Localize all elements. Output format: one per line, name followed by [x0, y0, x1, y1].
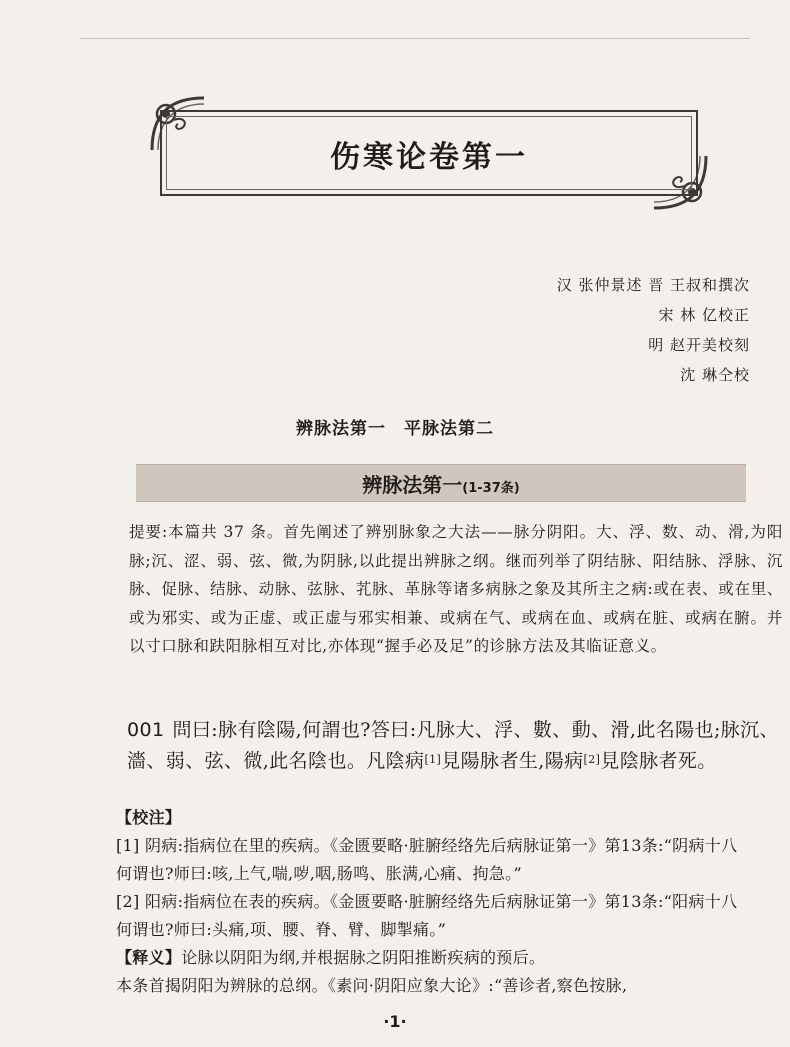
shiyi-line: [98, 944, 752, 972]
summary-paragraph: [98, 518, 783, 661]
page-number: ·1·: [383, 1012, 407, 1031]
section-range: (1-37条): [462, 481, 520, 496]
article-001: [96, 715, 787, 777]
footnote-ref-2[interactable]: [2]: [583, 753, 601, 766]
article-text: 問曰:脉有陰陽,何謂也?答曰:凡脉大、浮、數、動、滑,此名陽也;脉沉、濇、弱、弦、微,此名陰也。凡陰病: [127, 719, 779, 772]
chapter-title-frame: [150, 96, 708, 210]
note-1: [98, 832, 752, 888]
footnote-ref-1[interactable]: [1]: [424, 753, 442, 766]
notes-block: [98, 804, 752, 1000]
article-text: 見陰脉者死。: [600, 750, 717, 772]
shiyi-label: 【释义】: [116, 948, 182, 967]
chapter-title: 伤寒论卷第一: [330, 140, 528, 175]
section-heading: [136, 469, 746, 498]
article-number: 001: [127, 719, 165, 741]
summary-text: 本篇共 37 条。首先阐述了辨别脉象之大法——脉分阴阳。大、浮、数、动、滑,为阳脉;沉、涩、弱、弦、微,为阴脉,以此提出辨脉之纲。继而列举了阴结脉、阳结脉、浮脉、沉脉、促脉、结脉、动脉、弦脉、芤脉、革脉等诸多病脉之象及其所主之病:或在表、或在里、或为邪实、或为正虚、或正虚与邪实相兼、或病在气、或病在血、或病在脏、或病在腑。并以寸口脉和趺阳脉相互对比,亦体现“握手必及足”的诊脉方法及其临证意义。: [129, 523, 783, 656]
author-line: 宋 林 亿校正: [658, 306, 750, 324]
note-text: 阴病:指病位在里的疾病。《金匮要略·脏腑经络先后病脉证第一》第13条:“阴病十八何谓也?师曰:咳,上气,喘,哕,咽,肠鸣、胀满,心痛、拘急。”: [116, 836, 738, 883]
section-heading-band: [136, 464, 746, 502]
note-text: 阳病:指病位在表的疾病。《金匮要略·脏腑经络先后病脉证第一》第13条:“阳病十八何谓也?师曰:头痛,项、腰、脊、臂、脚掣痛。”: [116, 892, 738, 939]
article-text: 見陽脉者生,陽病: [441, 750, 584, 772]
summary-label: 提要:: [129, 523, 168, 541]
note-marker: [2]: [116, 892, 140, 911]
shiyi-text: 论脉以阴阳为纲,并根据脉之阴阳推断疾病的预后。: [181, 948, 546, 967]
header-rule: [80, 38, 750, 39]
note-marker: [1]: [116, 836, 140, 855]
author-line: 沈 琳仝校: [680, 366, 750, 384]
note-2: [98, 888, 752, 944]
author-block: [470, 270, 750, 390]
section-title: 辨脉法第一: [362, 473, 463, 497]
commentary-line: 本条首揭阴阳为辨脉的总纲。《素问·阴阳应象大论》:“善诊者,察色按脉,: [116, 976, 628, 995]
author-line: 汉 张仲景述 晋 王叔和撰次: [556, 276, 750, 294]
jiaozhu-label: 【校注】: [116, 808, 182, 827]
contents-line: 辨脉法第一 平脉法第二: [296, 419, 494, 439]
author-line: 明 赵开美校刻: [648, 336, 750, 354]
